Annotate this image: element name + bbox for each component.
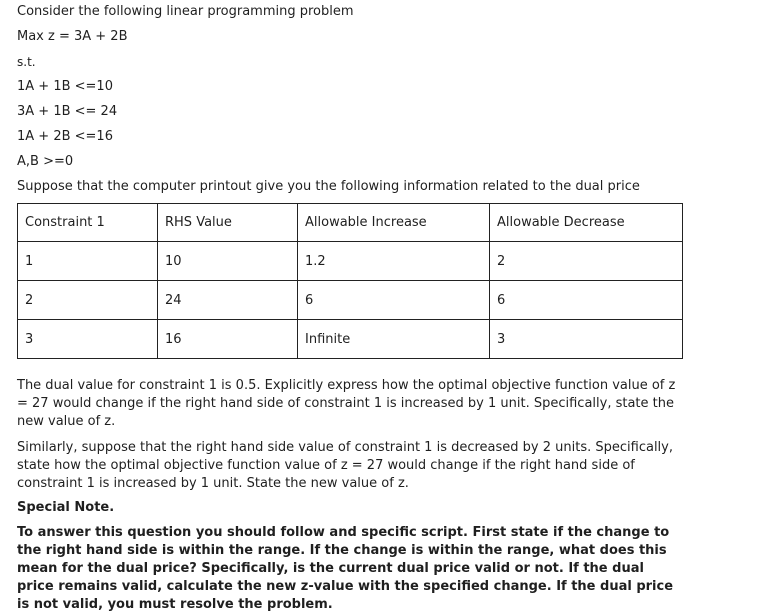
special-note-title: Special Note. <box>17 500 115 515</box>
table-header-cell: RHS Value <box>158 204 298 242</box>
table-cell: 3 <box>490 320 683 359</box>
table-cell: 2 <box>490 242 683 281</box>
table-cell: 16 <box>158 320 298 359</box>
table-cell: 3 <box>18 320 158 359</box>
table-cell: 2 <box>18 281 158 320</box>
table-row <box>18 281 683 320</box>
nonnegativity-constraint: A,B >=0 <box>17 154 74 169</box>
table-cell: 24 <box>158 281 298 320</box>
objective-function: Max z = 3A + 2B <box>17 29 128 44</box>
table-row <box>18 242 683 281</box>
constraint-2: 3A + 1B <= 24 <box>17 104 118 119</box>
table-cell: Infinite <box>298 320 490 359</box>
table-header-row <box>18 204 683 242</box>
table-cell: 1.2 <box>298 242 490 281</box>
special-note-body: To answer this question you should follow and specific script. First state if the change to the right hand side is within the range. If the change is within the range, what does this mean for the dual price? Specifically, is the current dual price valid or not. If the dual price remains valid, calculate the new z-value with the specified change. If the dual price is not valid, you must resolve the problem. <box>17 525 674 612</box>
question-1: The dual value for constraint 1 is 0.5. Explicitly express how the optimal objective function value of z = 27 would change if the right hand side of constraint 1 is increased by 1 unit. Specifically, state the new value of z. <box>17 378 676 429</box>
problem-intro: Consider the following linear programming problem <box>17 4 354 19</box>
table-header-cell: Constraint 1 <box>18 204 158 242</box>
subject-to-label: s.t. <box>17 55 36 69</box>
table-cell: 1 <box>18 242 158 281</box>
dual-price-table <box>17 203 683 359</box>
table-cell: 10 <box>158 242 298 281</box>
table-header-cell: Allowable Increase <box>298 204 490 242</box>
constraint-3: 1A + 2B <=16 <box>17 129 113 144</box>
printout-intro: Suppose that the computer printout give you the following information related to the dual price <box>17 179 640 194</box>
table-cell: 6 <box>298 281 490 320</box>
question-2: Similarly, suppose that the right hand side value of constraint 1 is decreased by 2 units. Specifically, state how the optimal objective function value of z = 27 would change if the right hand side of constraint 1 is increased by 1 unit. State the new value of z. <box>17 440 673 491</box>
table-cell: 6 <box>490 281 683 320</box>
table-header-cell: Allowable Decrease <box>490 204 683 242</box>
table-row <box>18 320 683 359</box>
constraint-1: 1A + 1B <=10 <box>17 79 113 94</box>
